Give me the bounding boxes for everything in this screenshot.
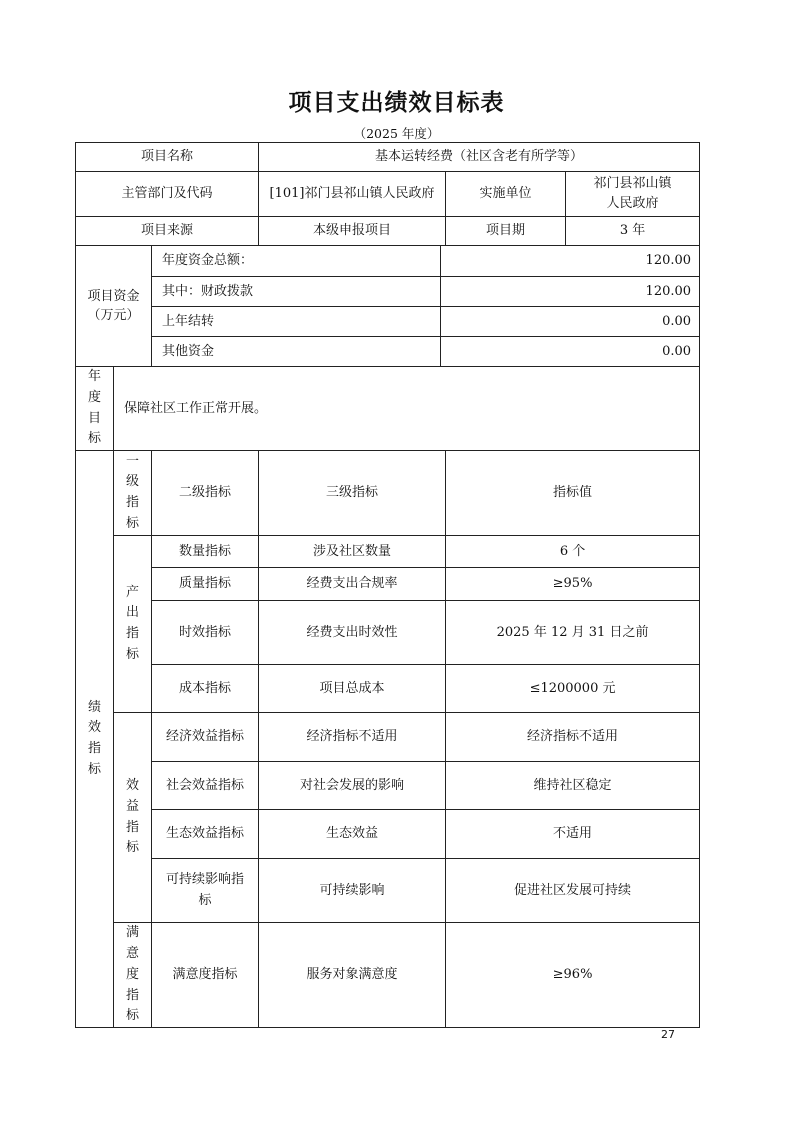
funds-fiscal-row	[76, 277, 700, 307]
carryover-value: 0.00	[441, 307, 700, 337]
level2-cell: 可持续影响指标	[152, 859, 259, 923]
benefit-indicators-label: 效益指标	[114, 713, 152, 923]
project-source-value: 本级申报项目	[259, 217, 446, 246]
other-funds-label: 其他资金	[152, 337, 441, 367]
page-title: 项目支出绩效目标表	[288, 90, 505, 116]
indicator-value-header: 指标值	[446, 451, 700, 536]
level3-cell: 可持续影响	[259, 859, 446, 923]
carryover-label: 上年结转	[152, 307, 441, 337]
indicator-row	[76, 923, 700, 1028]
satisfaction-indicators-label: 满意度指标	[114, 923, 152, 1028]
funds-carryover-row	[76, 307, 700, 337]
annual-goal-row	[76, 367, 700, 451]
indicator-row	[76, 810, 700, 859]
level3-cell: 项目总成本	[259, 665, 446, 713]
indicator-value-cell: 维持社区稳定	[446, 762, 700, 810]
level2-header: 二级指标	[152, 451, 259, 536]
year-subtitle: （2025 年度）	[353, 126, 440, 141]
project-source-row	[76, 217, 700, 246]
level2-cell: 数量指标	[152, 536, 259, 568]
performance-indicators-label: 绩效指标	[76, 451, 114, 1028]
indicator-value-cell: ≥95%	[446, 568, 700, 601]
indicator-header-row	[76, 451, 700, 536]
page-number: 27	[661, 1028, 675, 1041]
funds-total-row	[76, 246, 700, 277]
level2-cell: 质量指标	[152, 568, 259, 601]
project-name-row	[76, 143, 700, 172]
project-name-label: 项目名称	[76, 143, 259, 172]
indicator-value-cell: 经济指标不适用	[446, 713, 700, 762]
project-source-label: 项目来源	[76, 217, 259, 246]
annual-total-value: 120.00	[441, 246, 700, 277]
level2-cell: 成本指标	[152, 665, 259, 713]
fiscal-value: 120.00	[441, 277, 700, 307]
fiscal-label: 其中：财政拨款	[152, 277, 441, 307]
indicator-value-cell: 促进社区发展可持续	[446, 859, 700, 923]
indicator-row	[76, 762, 700, 810]
indicator-row	[76, 568, 700, 601]
level1-header: 一级指标	[114, 451, 152, 536]
indicator-row	[76, 713, 700, 762]
level3-cell: 生态效益	[259, 810, 446, 859]
level2-cell: 满意度指标	[152, 923, 259, 1028]
level2-cell: 经济效益指标	[152, 713, 259, 762]
implementing-unit-value: 祁门县祁山镇人民政府	[566, 172, 700, 217]
level2-cell: 社会效益指标	[152, 762, 259, 810]
indicator-row	[76, 665, 700, 713]
annual-goal-label: 年度目标	[76, 367, 114, 451]
department-row	[76, 172, 700, 217]
project-period-label: 项目期	[446, 217, 566, 246]
level3-header: 三级指标	[259, 451, 446, 536]
indicator-value-cell: 6 个	[446, 536, 700, 568]
level3-cell: 涉及社区数量	[259, 536, 446, 568]
indicator-value-cell: ≥96%	[446, 923, 700, 1028]
indicator-value-cell: ≤1200000 元	[446, 665, 700, 713]
level2-cell: 时效指标	[152, 601, 259, 665]
other-funds-value: 0.00	[441, 337, 700, 367]
level3-cell: 对社会发展的影响	[259, 762, 446, 810]
performance-goal-table	[75, 142, 700, 1028]
level3-cell: 经费支出合规率	[259, 568, 446, 601]
indicator-value-cell: 2025 年 12 月 31 日之前	[446, 601, 700, 665]
indicator-row	[76, 859, 700, 923]
level3-cell: 服务对象满意度	[259, 923, 446, 1028]
indicator-value-cell: 不适用	[446, 810, 700, 859]
project-funds-label	[76, 246, 152, 367]
annual-goal-value: 保障社区工作正常开展。	[114, 367, 700, 451]
output-indicators-label: 产出指标	[114, 536, 152, 713]
project-name-value: 基本运转经费（社区含老有所学等）	[259, 143, 700, 172]
annual-total-label: 年度资金总额：	[152, 246, 441, 277]
indicator-row	[76, 536, 700, 568]
level2-cell: 生态效益指标	[152, 810, 259, 859]
implementing-unit-label: 实施单位	[446, 172, 566, 217]
funds-other-row	[76, 337, 700, 367]
project-funds-title: 项目资金	[87, 288, 140, 304]
level3-cell: 经费支出时效性	[259, 601, 446, 665]
department-label: 主管部门及代码	[76, 172, 259, 217]
department-value: [101]祁门县祁山镇人民政府	[259, 172, 446, 217]
funds-unit: （万元）	[87, 308, 140, 323]
level3-cell: 经济指标不适用	[259, 713, 446, 762]
indicator-row	[76, 601, 700, 665]
project-period-value: 3 年	[566, 217, 700, 246]
